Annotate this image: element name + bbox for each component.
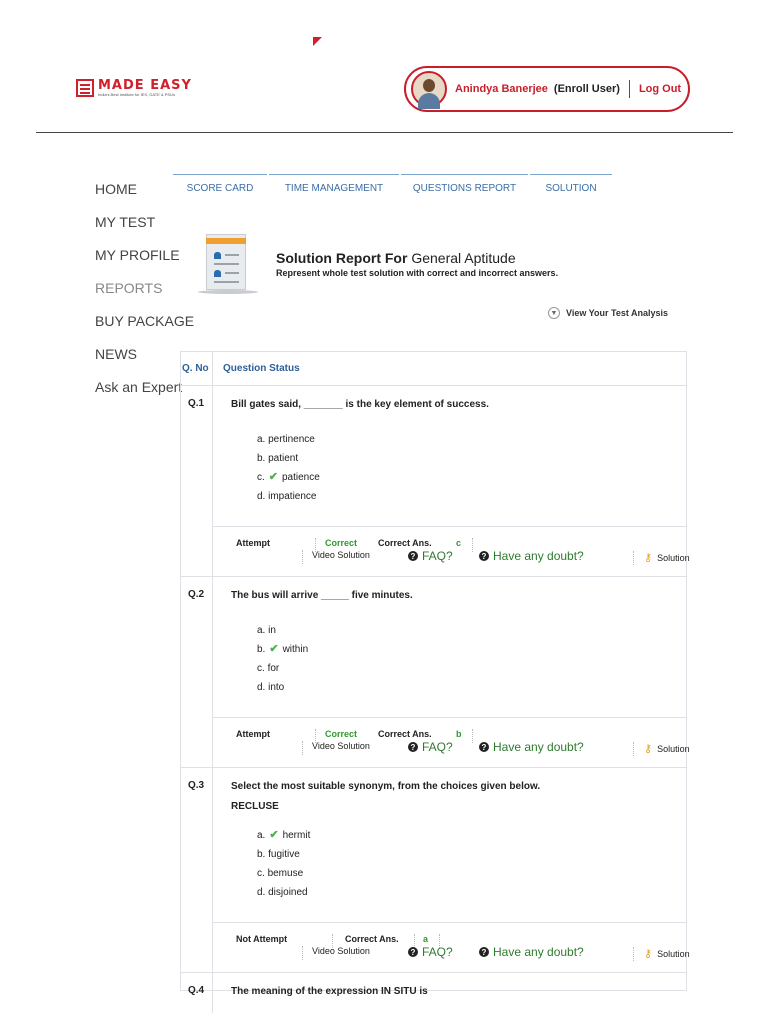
key-icon: ⚷ xyxy=(644,552,653,564)
question-circle-icon: ? xyxy=(479,742,489,752)
question-circle-icon: ? xyxy=(479,947,489,957)
correct-answer-label: Correct Ans. xyxy=(345,934,399,944)
question-number: Q.1 xyxy=(181,386,213,576)
question-text: Bill gates said, _______ is the key element of success. xyxy=(231,399,489,410)
question-circle-icon: ? xyxy=(408,742,418,752)
attempt-label: Attempt xyxy=(236,538,270,548)
column-header-status: Question Status xyxy=(223,363,300,374)
check-icon: ✔ xyxy=(269,643,279,655)
divider xyxy=(629,80,630,98)
red-corner-mark xyxy=(313,37,322,46)
option: a. pertinence xyxy=(257,434,315,445)
sidebar-item-news[interactable]: NEWS xyxy=(95,346,137,362)
option: b. fugitive xyxy=(257,849,300,860)
question-text: The meaning of the expression IN SITU is xyxy=(231,986,428,997)
solution-button[interactable]: ⚷ Solution xyxy=(644,948,690,960)
option-correct: c. ✔ patience xyxy=(257,468,686,487)
options-list xyxy=(213,812,686,902)
attempt-label: Attempt xyxy=(236,729,270,739)
logo-tagline: India's Best Institute for IES, GATE & PSUs xyxy=(98,92,175,97)
question-word: RECLUSE xyxy=(231,801,279,812)
option-correct: a. ✔ hermit xyxy=(257,826,686,845)
key-icon: ⚷ xyxy=(644,948,653,960)
page-title xyxy=(276,250,516,266)
sidebar-item-my-profile[interactable]: MY PROFILE xyxy=(95,247,180,263)
sidebar-item-home[interactable]: HOME xyxy=(95,181,137,197)
option-correct: b. ✔ within xyxy=(257,640,686,659)
question-footer xyxy=(213,526,690,576)
option: c. bemuse xyxy=(257,868,304,879)
view-test-analysis-link[interactable] xyxy=(548,307,668,319)
question-number: Q.4 xyxy=(181,973,213,1013)
analysis-label: View Your Test Analysis xyxy=(566,308,669,318)
option: d. into xyxy=(257,682,285,693)
report-document-icon xyxy=(198,232,258,294)
chevron-down-icon: ▼ xyxy=(548,307,560,319)
user-panel xyxy=(404,66,690,112)
video-solution-link[interactable]: Video Solution xyxy=(312,946,370,956)
attempt-label: Not Attempt xyxy=(236,934,288,944)
question-number: Q.3 xyxy=(181,768,213,972)
sidebar xyxy=(95,180,195,411)
correct-answer-value: a xyxy=(423,934,429,944)
have-doubt-link[interactable]: ? Have any doubt? xyxy=(479,549,584,563)
video-solution-link[interactable]: Video Solution xyxy=(312,550,370,560)
question-number: Q.2 xyxy=(181,577,213,767)
faq-link[interactable]: ? FAQ? xyxy=(408,945,453,959)
column-header-qno: Q. No xyxy=(181,352,213,385)
sidebar-item-buy-package[interactable]: BUY PACKAGE xyxy=(95,313,195,329)
table-header xyxy=(181,352,686,386)
have-doubt-link[interactable]: ? Have any doubt? xyxy=(479,740,584,754)
question-row xyxy=(181,973,686,1013)
option: c. for xyxy=(257,663,280,674)
question-circle-icon: ? xyxy=(408,947,418,957)
logout-link[interactable]: Log Out xyxy=(638,83,682,95)
option: d. impatience xyxy=(257,491,317,502)
title-prefix: Solution Report For xyxy=(276,250,408,266)
option: d. disjoined xyxy=(257,887,308,898)
video-solution-link[interactable]: Video Solution xyxy=(312,741,370,751)
correct-answer-label: Correct Ans. xyxy=(378,538,432,548)
faq-link[interactable]: ? FAQ? xyxy=(408,549,453,563)
sidebar-item-reports[interactable]: REPORTS xyxy=(95,280,163,296)
tab-score-card[interactable]: SCORE CARD xyxy=(173,174,267,194)
header-divider xyxy=(36,132,733,133)
solution-button[interactable]: ⚷ Solution xyxy=(644,743,690,755)
correct-answer-label: Correct Ans. xyxy=(378,729,432,739)
tab-questions-report[interactable]: QUESTIONS REPORT xyxy=(401,174,528,194)
question-circle-icon: ? xyxy=(408,551,418,561)
sidebar-item-my-test[interactable]: MY TEST xyxy=(95,214,156,230)
status-badge: Correct xyxy=(325,729,358,739)
title-subject: General Aptitude xyxy=(411,250,516,266)
tab-solution[interactable]: SOLUTION xyxy=(530,174,612,194)
faq-link[interactable]: ? FAQ? xyxy=(408,740,453,754)
option: b. patient xyxy=(257,453,299,464)
check-icon: ✔ xyxy=(268,471,278,483)
question-row xyxy=(181,577,690,768)
user-name[interactable]: Anindya Banerjee xyxy=(455,83,548,95)
question-row xyxy=(181,768,690,973)
correct-answer-value: c xyxy=(456,538,462,548)
question-footer xyxy=(213,922,690,972)
correct-answer-value: b xyxy=(456,729,462,739)
have-doubt-link[interactable]: ? Have any doubt? xyxy=(479,945,584,959)
options-list xyxy=(213,412,686,506)
solution-button[interactable]: ⚷ Solution xyxy=(644,552,690,564)
made-easy-logo[interactable] xyxy=(76,79,192,97)
options-list xyxy=(213,603,686,697)
question-circle-icon: ? xyxy=(479,551,489,561)
user-role: (Enroll User) xyxy=(553,83,620,95)
avatar[interactable] xyxy=(411,71,447,107)
question-footer xyxy=(213,717,690,767)
question-table xyxy=(180,351,690,997)
sidebar-item-ask-expert[interactable]: Ask an Expert xyxy=(95,379,183,395)
page-subtitle: Represent whole test solution with correct and incorrect answers. xyxy=(276,268,559,278)
logo-title: MADE EASY xyxy=(98,78,192,93)
tab-time-management[interactable]: TIME MANAGEMENT xyxy=(269,174,399,194)
question-text: Select the most suitable synonym, from the choices given below. xyxy=(231,781,541,792)
question-row xyxy=(181,386,690,577)
report-tabs xyxy=(173,174,614,194)
key-icon: ⚷ xyxy=(644,743,653,755)
check-icon: ✔ xyxy=(269,829,279,841)
question-text: The bus will arrive _____ five minutes. xyxy=(231,590,413,601)
logo-icon xyxy=(76,79,94,97)
option: a. in xyxy=(257,625,276,636)
status-badge: Correct xyxy=(325,538,358,548)
